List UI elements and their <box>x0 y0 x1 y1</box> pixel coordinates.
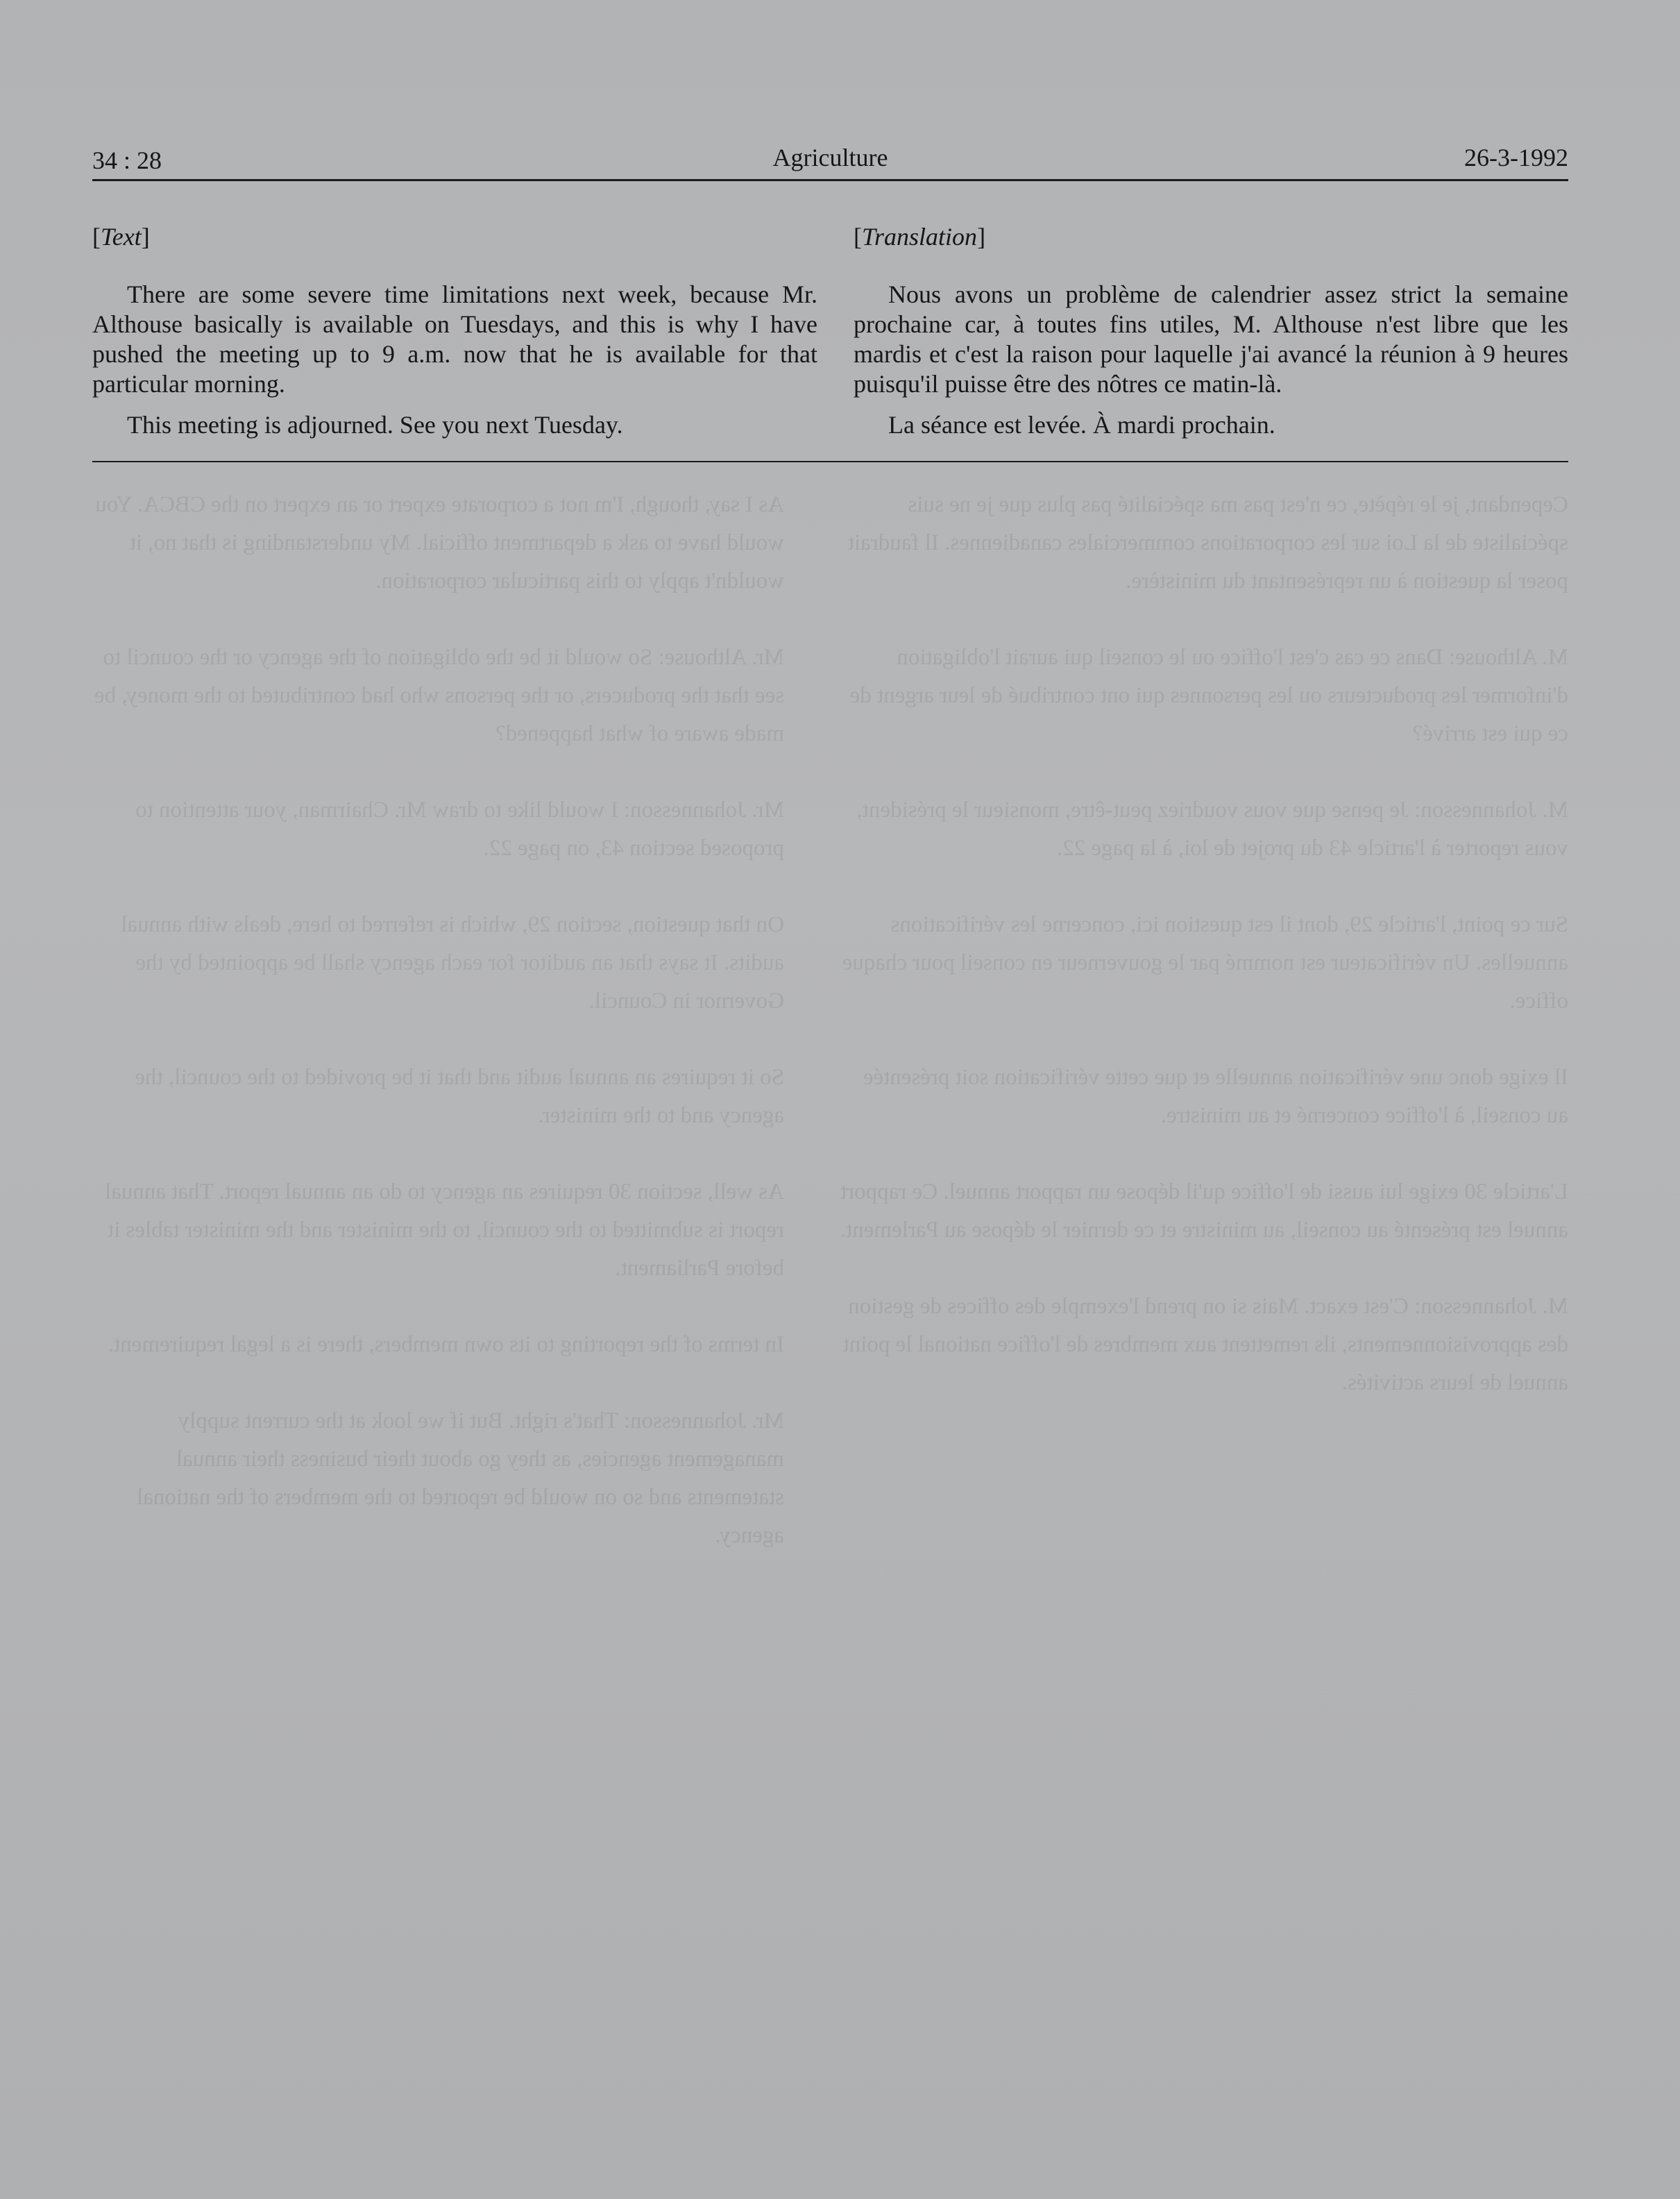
french-paragraph-2: La séance est levée. À mardi prochain. <box>888 411 1275 439</box>
text-label: [Text] <box>92 223 150 251</box>
header-rule <box>92 179 1568 181</box>
header-date: 26-3-1992 <box>1464 144 1568 171</box>
section-end-rule <box>92 461 1568 462</box>
french-column <box>854 222 1568 440</box>
running-title: Agriculture <box>772 144 888 171</box>
translation-label: [Translation] <box>854 223 986 251</box>
english-paragraph-1: There are some severe time limitations next week, because Mr. Althouse basically is available on Tuesdays, and this is why I have pushed the meeting up to 9 a.m. now that he is available for that particular morning. <box>92 280 817 398</box>
show-through-right: Cependant, je le répète, ce n'est pas ma spécialité pas plus que je ne suis spécialiste de la Loi sur les corporations commerciales canadiennes. Il faudrait poser la question à un représentant du ministère. M. Althouse: Dans ce cas c'est l'office ou le conseil qui aurait l'obligation d'informer les producteurs ou les personnes qui ont contribué de leur argent de ce qui est arrivé? M. Johannesson: Je pense que vous voudriez peut-être, monsieur le président, vous reporter à l'article 43 du projet de loi, à la page 22. Sur ce point, l'article 29, dont il est question ici, concerne les vérifications annuelles. Un vérificateur est nommé par le gouverneur en conseil pour chaque office. Il exige donc une vérification annuelle et que cette vérification soit présentée au conseil, à l'office concerné et au ministre. L'article 30 exige lui aussi de l'office qu'il dépose un rapport annuel. Ce rapport annuel est présenté au conseil, au ministre et ce dernier le dépose au Parlement. M. Johannesson: C'est exact. Mais si on prend l'exemple des offices de gestion des approvisionnements, ils remettent aux membres de l'office national le point annuel de leurs activités. <box>840 492 1568 1395</box>
page-header <box>92 137 1568 180</box>
page-number: 34 : 28 <box>92 146 162 174</box>
english-paragraph-2: This meeting is adjourned. See you next Tuesday. <box>127 411 623 439</box>
french-paragraph-1: Nous avons un problème de calendrier assez strict la semaine prochaine car, à toutes fins utiles, M. Althouse n'est libre que les mardis et c'est la raison pour laquelle j'ai avancé la réunion à 9 heures puisqu'il puisse être des nôtres ce matin-là. <box>854 280 1568 398</box>
show-through-left: As I say, though, I'm not a corporate expert or an expert on the CBCA. You would have to ask a department official. My understanding is that no, it wouldn't apply to this particular corporation. Mr. Althouse: So would it be the obligation of the agency or the council to see that the producers, or the persons who had contributed to the money, be made aware of what happened? Mr. Johannesson: I would like to draw Mr. Chairman, your attention to proposed section 43, on page 22. On that question, section 29, which is referred to here, deals with annual audits. It says that an auditor for each agency shall be appointed by the Governor in Council. So it requires an annual audit and that it be provided to the council, the agency and to the minister. As well, section 30 requires an agency to do an annual report. That annual report is submitted to the council, to the minister and the minister tables it before Parliament. In terms of the reporting to its own members, there is a legal requirement. Mr. Johannesson: That's right. But if we look at the current supply management agencies, as they go about their business their annual statements and so on would be reported to the members of the national agency. <box>94 492 784 1548</box>
english-column <box>92 222 817 440</box>
